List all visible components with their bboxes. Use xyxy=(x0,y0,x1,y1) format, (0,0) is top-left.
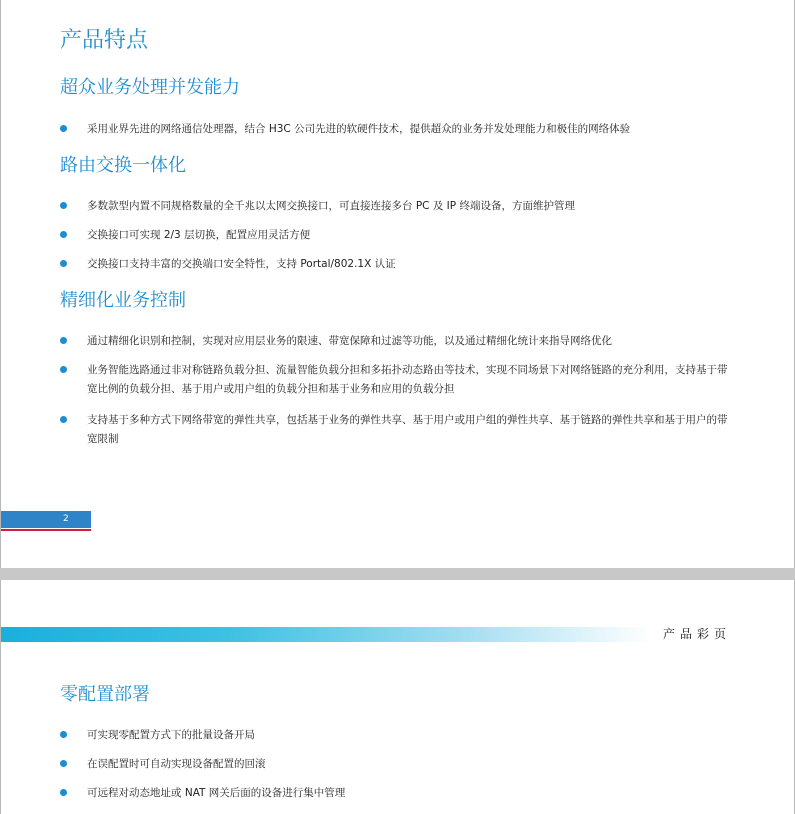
list-item: 业务智能选路通过非对称链路负载分担、流量智能负载分担和多拓扑动态路由等技术，实现不同场景下对网络链路的充分利用，支持基于带宽比例的负载分担、基于用户或用户组的负载分担和基于业务和应用的负载分担 xyxy=(60,361,730,399)
bullet-icon xyxy=(60,202,67,209)
bullet-icon xyxy=(60,760,67,767)
bullet-icon xyxy=(60,337,67,344)
header-banner xyxy=(1,627,651,642)
section-heading-concurrency: 超众业务处理并发能力 xyxy=(60,77,240,98)
list-item: 可远程对动态地址或 NAT 网关后面的设备进行集中管理 xyxy=(60,784,730,803)
bullet-icon xyxy=(60,731,67,738)
list-item: 多数款型内置不同规格数量的全千兆以太网交换接口，可直接连接多台 PC 及 IP 终端设备，方面维护管理 xyxy=(60,197,730,216)
bullet-icon xyxy=(60,125,67,132)
bullet-icon xyxy=(60,260,67,267)
bullet-icon xyxy=(60,366,67,373)
list-item: 交换接口可实现 2/3 层切换，配置应用灵活方便 xyxy=(60,226,730,245)
bullet-icon xyxy=(60,231,67,238)
bullet-icon xyxy=(60,416,67,423)
list-item: 可实现零配置方式下的批量设备开局 xyxy=(60,726,730,745)
bullet-icon xyxy=(60,789,67,796)
list-item: 支持基于多种方式下网络带宽的弹性共享，包括基于业务的弹性共享、基于用户或用户组的弹性共享、基于链路的弹性共享和基于用户的带宽限制 xyxy=(60,411,730,449)
page-number: 2 xyxy=(1,511,91,528)
list-item: 在误配置时可自动实现设备配置的回滚 xyxy=(60,755,730,774)
list-item: 采用业界先进的网络通信处理器，结合 H3C 公司先进的软硬件技术，提供超众的业务并发处理能力和极佳的网络体验 xyxy=(60,120,730,139)
section-heading-zero-config: 零配置部署 xyxy=(60,684,150,705)
banner-title: 产品彩页 xyxy=(663,627,732,641)
list-item: 交换接口支持丰富的交换端口安全特性，支持 Portal/802.1X 认证 xyxy=(60,255,730,274)
list-item: 通过精细化识别和控制，实现对应用层业务的限速、带宽保障和过滤等功能，以及通过精细化统计来指导网络优化 xyxy=(60,332,730,351)
page-title: 产品特点 xyxy=(60,28,149,53)
section-heading-routing-switching: 路由交换一体化 xyxy=(60,155,186,176)
section-heading-fine-control: 精细化业务控制 xyxy=(60,290,186,311)
document-page-2 xyxy=(0,580,795,814)
page-number-underline xyxy=(1,529,91,531)
